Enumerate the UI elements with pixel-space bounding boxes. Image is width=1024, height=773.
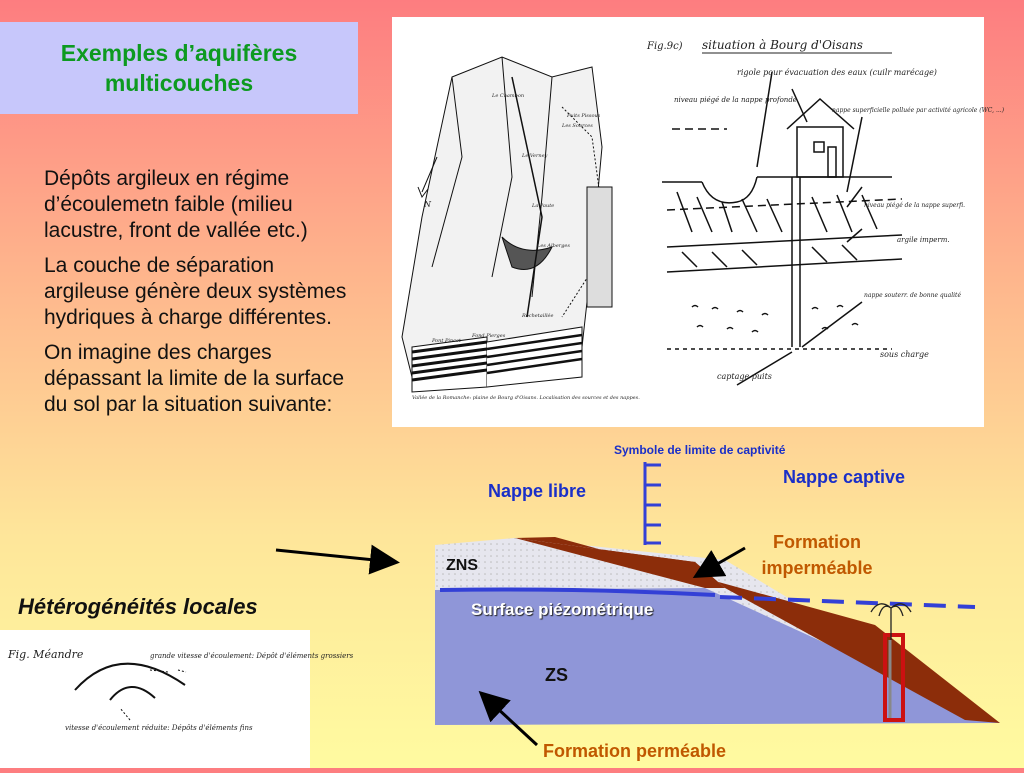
relief-label-8: Rochetaillée (522, 313, 554, 319)
sketch-drawing (392, 17, 1005, 427)
relief-label-2: Le Verney (522, 153, 548, 159)
relief-label-1: Le Chambon (492, 93, 525, 99)
relief-label-3: Les Sources (562, 123, 593, 129)
symbol-label: Symbole de limite de captivité (614, 443, 786, 457)
sketch-bourg-oisans (392, 17, 1005, 427)
nappe-libre-label: Nappe libre (488, 481, 587, 501)
captivity-symbol (645, 462, 661, 545)
note-captage: captage puits (717, 372, 772, 381)
compass-north: N (424, 200, 431, 209)
slide-title: Exemples d’aquifères multicouches (60, 40, 298, 96)
relief-label-9: Pont Pincet (432, 338, 461, 344)
formation-impermeable-label: Formation imperméable (761, 532, 873, 578)
formation-permeable-label: Formation perméable (543, 741, 727, 761)
note-niveau-superfi: niveau piégé de la nappe superfi. (864, 202, 966, 209)
profile-drawing (662, 72, 902, 385)
nappe-captive-label: Nappe captive (783, 467, 906, 487)
note-nappe-polluee: nappe superficielle polluée par activité agricole (WC, ...) (832, 107, 1005, 114)
meandre-fig-label: Fig. Méandre (8, 648, 84, 661)
sketch-caption: Vallée de la Romanche: plaine de Bourg d'Oisans. Localisation des sources et des nappes. (412, 395, 640, 401)
subtitle-heterogeneity: Hétérogénéités locales (18, 594, 258, 619)
note-rigole: rigole pour évacuation des eaux (cuilr marécage) (737, 68, 937, 77)
sketch-meandre (0, 630, 354, 768)
slide-title-box (0, 22, 358, 114)
relief-label-7: Fond Pierges (472, 333, 506, 339)
relief-label-5: La Paute (532, 203, 555, 209)
relief-label-4: Puits Pissous (567, 113, 601, 119)
surface-piezometrique-label: Surface piézométrique (471, 600, 654, 619)
fig-label: Fig.9c) (647, 41, 683, 52)
note-niveau-profond: niveau piégé de la nappe profonde (674, 96, 797, 104)
paragraph-2: La couche de séparation argileuse génère deux systèmes hydriques à charge différentes. (44, 254, 347, 329)
note-sous-charge: sous charge (880, 350, 929, 359)
fig-title: situation à Bourg d'Oisans (702, 38, 863, 52)
note-argile: argile imperm. (897, 236, 950, 244)
zs-label: ZS (545, 665, 569, 685)
body-text (44, 166, 354, 427)
pointer-arrow (272, 540, 402, 574)
paragraph-1: Dépôts argileux en régime d’écoulemetn faible (milieu lacustre, front de vallée etc.) (44, 167, 308, 242)
meandre-drawing (0, 630, 354, 768)
paragraph-3: On imagine des charges dépassant la limite de la surface du sol par la situation suivante: (44, 341, 344, 416)
meandre-note-top: grande vitesse d'écoulement: Dépôt d'éléments grossiers (150, 652, 354, 660)
note-nappe-souterraine: nappe souterr. de bonne qualité (864, 292, 962, 299)
relief-label-6: Les Alberges (537, 243, 570, 249)
zns-label: ZNS (446, 557, 478, 574)
meandre-note-bottom: vitesse d'écoulement réduite: Dépôts d'éléments fins (65, 724, 253, 732)
